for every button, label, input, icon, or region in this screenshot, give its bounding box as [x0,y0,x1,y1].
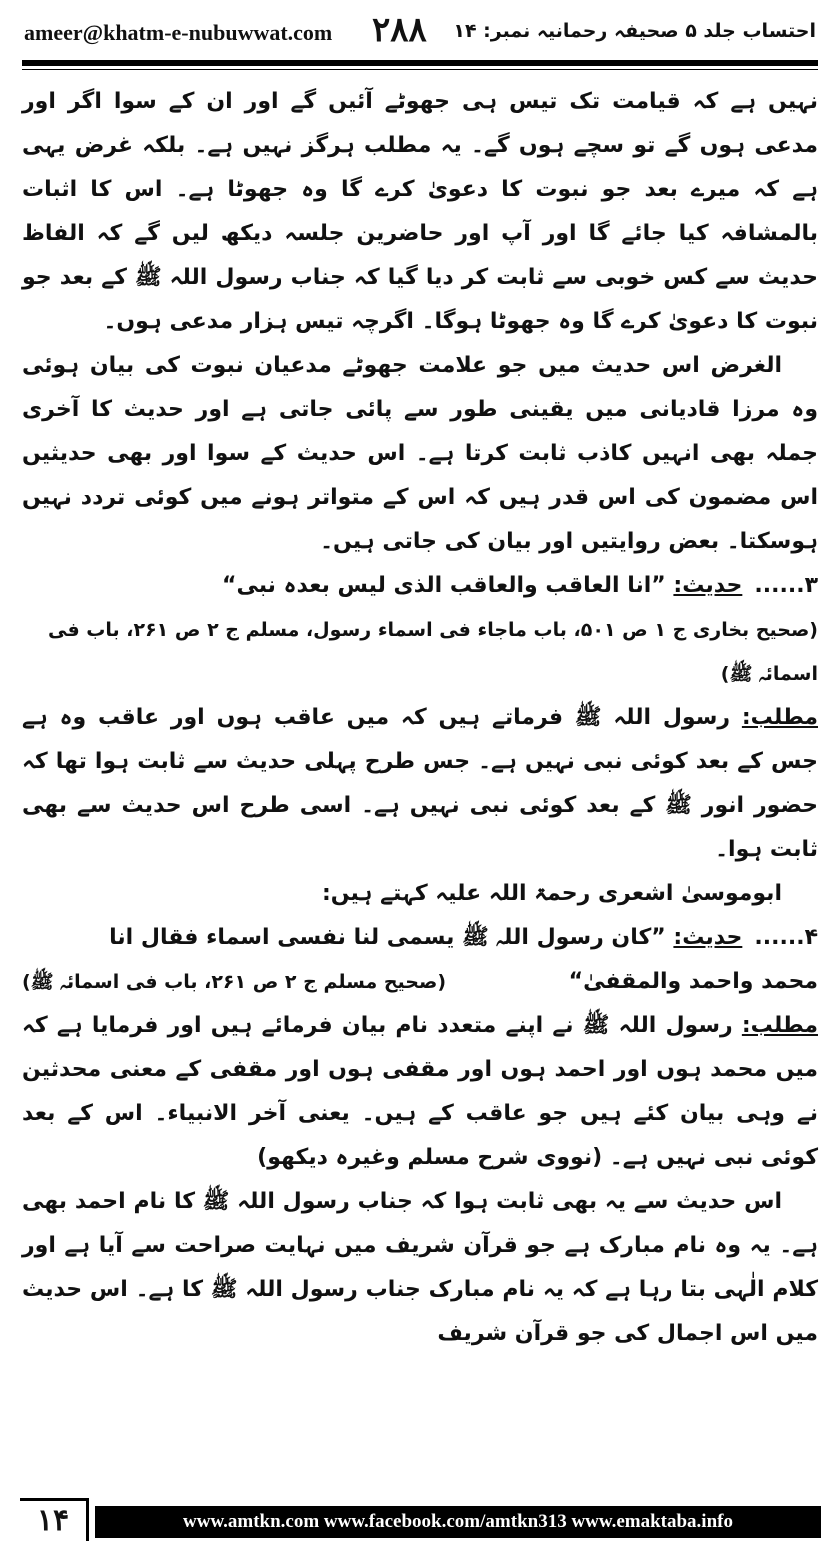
hadith-3-number: ۳...... [754,573,818,598]
page-body [22,80,818,1356]
meaning-4 [22,1004,818,1180]
meaning-4-text: رسول اللہ ﷺ نے اپنے متعدد نام بیان فرمائے ہیں اور فرمایا ہے کہ میں محمد ہوں اور احمد ہوں اور مقفی ہوں اور مقفی کے معنی محدثین نے وہی بیان کئے ہیں جو عاقب کے ہیں۔ یعنی آخر الانبیاء۔ اس کے بعد کوئی نبی نہیں ہے۔ (نووی شرح مسلم وغیرہ دیکھو) [22,1013,818,1170]
paragraph-last: اس حدیث سے یہ بھی ثابت ہوا کہ جناب رسول اللہ ﷺ کا نام احمد بھی ہے۔ یہ وہ نام مبارک ہے جو قرآن شریف میں نہایت صراحت سے آیا ہے اور کلام الٰہی بتا رہا ہے کہ یہ نام مبارک جناب رسول اللہ ﷺ کا ہے۔ اس حدیث میں اس اجمال کی جو قرآن شریف [22,1189,818,1346]
hadith-3-heading [22,564,818,608]
paragraph-1: نہیں ہے کہ قیامت تک تیس ہی جھوٹے آئیں گے اور ان کے سوا اگر اور مدعی ہوں گے تو سچے ہوں گے۔ یہ مطلب ہرگز نہیں ہے۔ بلکہ غرض یہی ہے کہ میرے بعد جو نبوت کا دعویٰ کرے گا وہ جھوٹا ہے۔ اس کا اثبات بالمشافہ کیا جائے گا اور آپ اور حاضرین جلسہ دیکھ لیں گے کہ الفاظ حدیث سے کس خوبی سے ثابت کر دیا گیا کہ جناب رسول اللہ ﷺ کے بعد جو نبوت کا دعویٰ کرے گا وہ جھوٹا ہوگا۔ اگرچہ تیس ہزار مدعی ہوں۔ [22,89,818,334]
header-title: احتساب جلد ۵ صحیفہ رحمانیہ نمبر: ۱۴ [453,20,816,42]
footer-page-number: ۱۴ [20,1498,89,1541]
hadith-4-label: حدیث: [673,925,743,950]
hadith-4-number: ۴...... [754,925,818,950]
meaning-4-label: مطلب: [741,1013,818,1038]
meaning-3-label: مطلب: [741,705,818,730]
narrator-line: ابوموسیٰ اشعری رحمۃ اللہ علیہ کہتے ہیں: [321,881,782,906]
header-rule-thick [22,60,818,66]
footer-links: www.amtkn.com www.facebook.com/amtkn313 www.emaktaba.info [95,1506,821,1538]
hadith-4-line2: محمد واحمد والمقفیٰ“ [568,969,818,994]
header-page-number: ۲۸۸ [372,10,427,50]
hadith-3-reference: (صحیح بخاری ج ۱ ص ۵۰۱، باب ماجاء فی اسماء رسول، مسلم ج ۲ ص ۲۶۱، باب فی اسمائہ ﷺ) [47,619,818,685]
paragraph-2: الغرض اس حدیث میں جو علامت جھوٹے مدعیان نبوت کی بیان ہوئی وہ مرزا قادیانی میں یقینی طور سے پائی جاتی ہے اور حدیث کا آخری جملہ بھی انہیں کاذب ثابت کرتا ہے۔ اس حدیث کے سوا اور بھی حدیثیں اس مضمون کی اس قدر ہیں کہ اس کے متواتر ہونے میں کوئی تردد نہیں ہوسکتا۔ بعض روایتیں اور بیان کی جاتی ہیں۔ [22,353,818,554]
hadith-4-reference: (صحیح مسلم ج ۲ ص ۲۶۱، باب فی اسمائہ ﷺ) [22,971,447,993]
hadith-4-line2-row [22,960,818,1004]
meaning-3 [22,696,818,872]
hadith-4-heading [22,916,818,960]
hadith-3-text: ”انا العاقب والعاقب الذی لیس بعدہ نبی“ [221,573,666,598]
meaning-3-text: رسول اللہ ﷺ فرماتے ہیں کہ میں عاقب ہوں اور عاقب وہ ہے جس کے بعد کوئی نبی نہیں ہے۔ جس طرح پہلی حدیث سے ثابت ہوا تھا کہ حضور انور ﷺ کے بعد کوئی نبی نہیں ہے۔ اسی طرح اس حدیث سے بھی ثابت ہوا۔ [22,705,818,862]
hadith-4-line1: ”کان رسول اللہ ﷺ یسمی لنا نفسی اسماء فقال انا [109,925,666,950]
header-email: ameer@khatm-e-nubuwwat.com [24,20,333,45]
hadith-3-label: حدیث: [673,573,743,598]
header-rule-thin [22,69,818,70]
